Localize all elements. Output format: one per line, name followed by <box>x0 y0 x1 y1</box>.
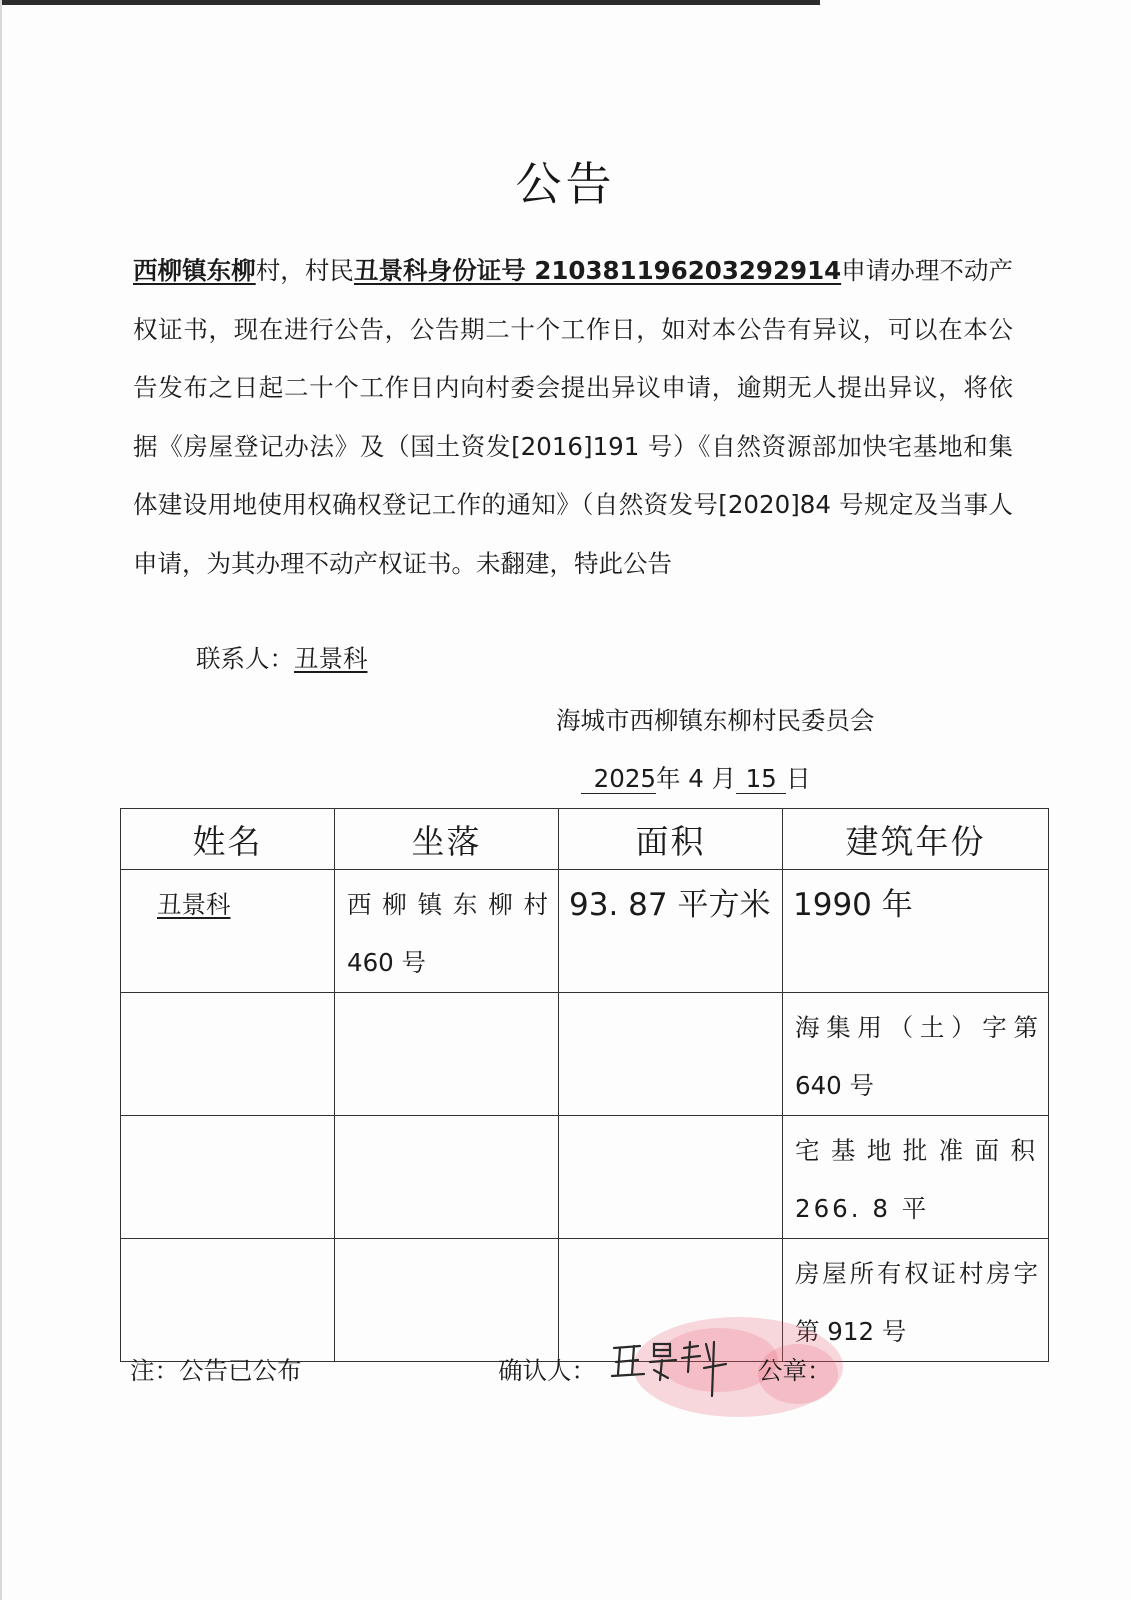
date-year: 2025 <box>581 764 656 794</box>
table-row <box>121 1116 1049 1239</box>
empty-cell <box>559 1116 783 1239</box>
empty-cell <box>121 1116 335 1239</box>
table-row <box>121 1239 1049 1362</box>
cell-year <box>783 870 1049 993</box>
seal-label: 公章： <box>758 1356 832 1385</box>
date-day-suffix: 日 <box>786 764 811 793</box>
scan-edge-top <box>0 0 820 5</box>
property-area: 93. 87 平方米 <box>569 887 771 923</box>
cell-name <box>121 870 335 993</box>
empty-cell <box>121 1239 335 1362</box>
table-row <box>121 870 1049 993</box>
contact-line <box>196 640 368 675</box>
header-location: 坐落 <box>335 809 559 870</box>
contact-name: 丑景科 <box>294 644 368 673</box>
empty-cell <box>335 1239 559 1362</box>
house-certificate-no: 房屋所有权证村房字第 912 号 <box>795 1259 1038 1346</box>
land-certificate-no: 海集用（土）字第 640 号 <box>795 1013 1038 1100</box>
body-seg-4: 申请办理不动产权证书，现在进行公告，公告期二十个工作日，如对本公告有异议，可以在本公告发布之日起二十个工作日内向村委会提出异议申请，逾期无人提出异议，将依据《房屋登记办法》及（国土资发[2016]191 号）《自然资源部加快宅基地和集体建设用地使用权确权登记工作的通知》（自然资发号[2020]84 号规定及当事人申请，为其办理不动产权证书。未翻建，特此公告 <box>133 256 1013 578</box>
header-area: 面积 <box>559 809 783 870</box>
empty-cell <box>335 1116 559 1239</box>
cell-location <box>335 870 559 993</box>
build-year: 1990 年 <box>793 887 913 923</box>
footer-note: 注：公告已公布 <box>130 1356 302 1385</box>
committee-name: 海城市西柳镇东柳村民委员会 <box>556 706 875 735</box>
body-seg-2: 村，村民 <box>255 256 354 285</box>
table-header-row <box>121 809 1049 870</box>
empty-cell <box>121 993 335 1116</box>
empty-cell <box>335 993 559 1116</box>
notice-date <box>581 760 811 795</box>
date-day: 15 <box>736 764 786 794</box>
cell-approved-area <box>783 1116 1049 1239</box>
cell-land-cert <box>783 993 1049 1116</box>
handwritten-signature <box>610 1334 730 1404</box>
owner-name: 丑景科 <box>157 890 231 919</box>
empty-cell <box>559 993 783 1116</box>
contact-label: 联系人： <box>196 644 294 673</box>
property-location: 西柳镇东柳村 460 号 <box>347 890 548 977</box>
approved-area: 宅基地批准面积 266. 8 平 <box>795 1136 1038 1223</box>
table-row <box>121 993 1049 1116</box>
notice-body <box>133 242 1013 593</box>
property-table <box>120 808 1049 1362</box>
date-year-month: 年 4 月 <box>656 764 737 793</box>
document-title: 公告 <box>515 157 616 211</box>
villager-id: 丑景科身份证号 210381196203292914 <box>353 256 842 285</box>
confirm-label: 确认人： <box>498 1356 596 1385</box>
header-year: 建筑年份 <box>783 809 1049 870</box>
header-name: 姓名 <box>121 809 335 870</box>
cell-area <box>559 870 783 993</box>
scan-edge-left <box>0 0 2 1600</box>
village-name: 西柳镇东柳 <box>133 256 256 285</box>
